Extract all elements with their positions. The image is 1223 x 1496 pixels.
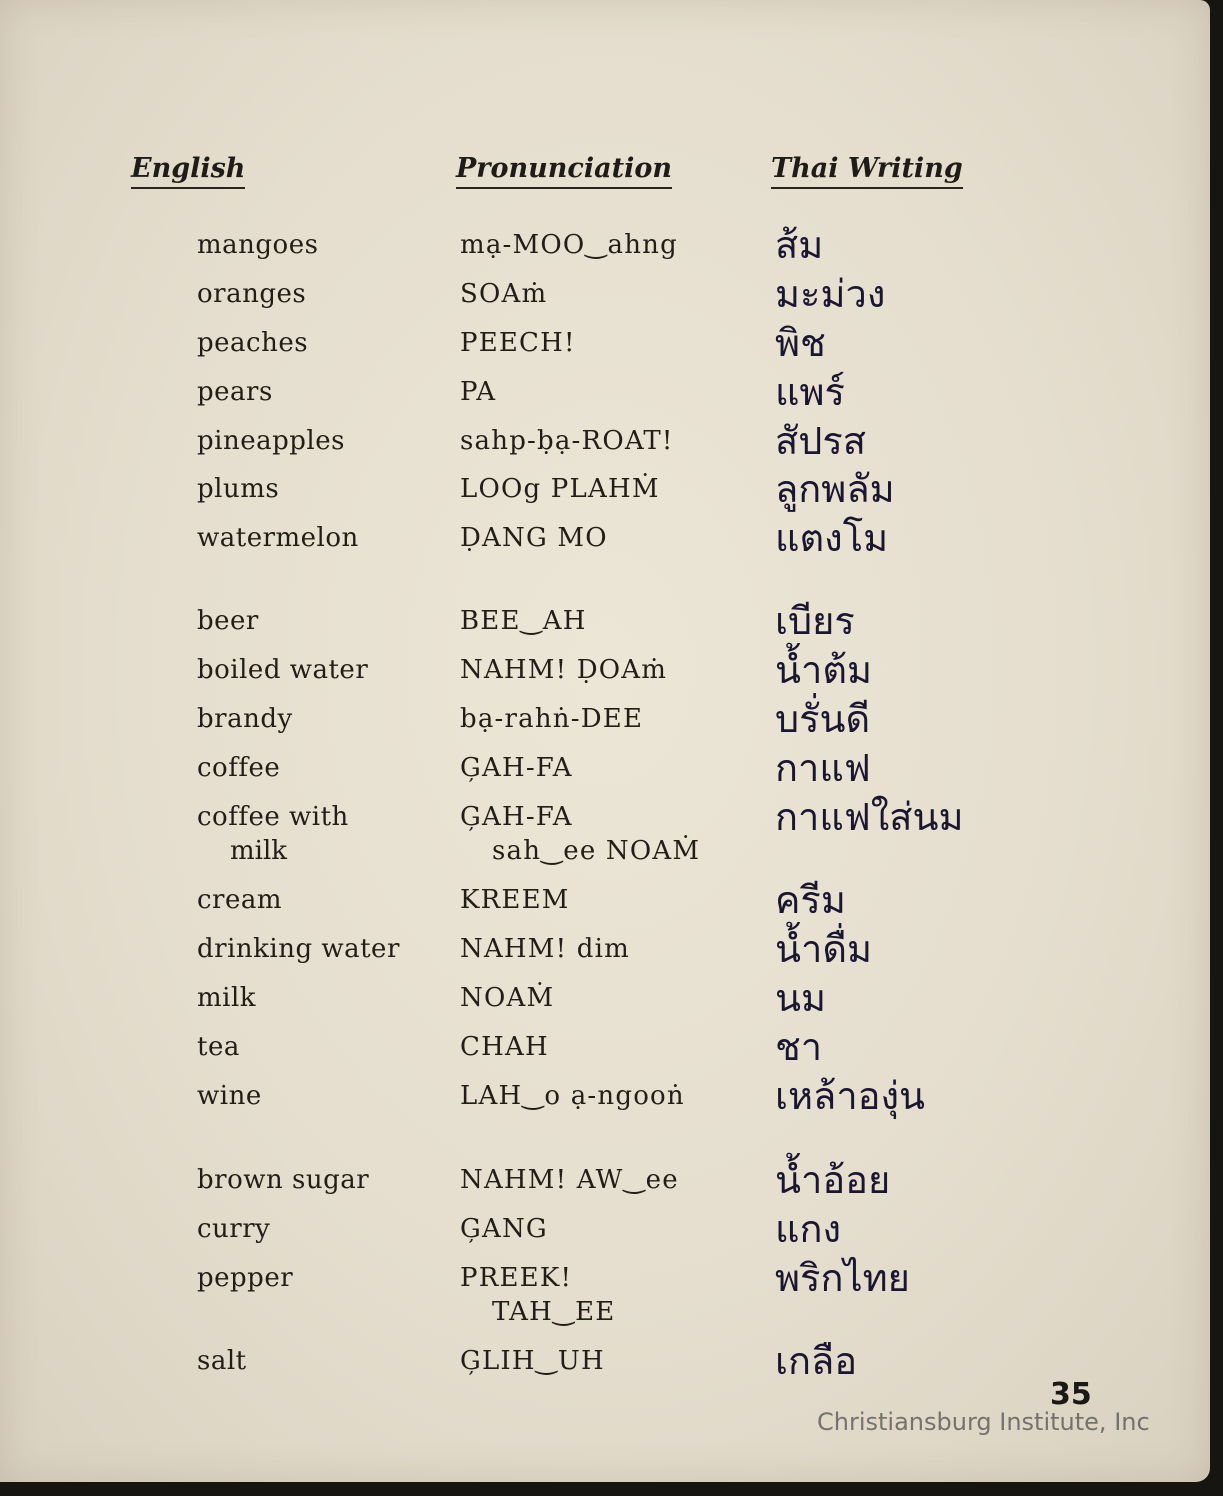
pronunciation: ĢAH-FA (460, 802, 573, 832)
pronunciation: ĢANG (460, 1214, 548, 1244)
thai-writing: เกลือ (775, 1339, 858, 1383)
pronunciation: ĢLIH‿UH (460, 1346, 605, 1376)
thai-writing: นม (775, 976, 827, 1020)
header-pronunciation: Pronunciation (456, 153, 672, 189)
pronunciation: sahp-ḅạ-ROAT! (460, 426, 674, 456)
thai-writing: มะม่วง (775, 272, 886, 316)
english-word: boiled water (197, 655, 369, 685)
page-number: 35 (1050, 1377, 1092, 1412)
english-word: brown sugar (197, 1165, 370, 1195)
thai-writing: น้ำอ้อย (775, 1158, 891, 1202)
header-thai-writing: Thai Writing (771, 153, 963, 189)
pronunciation: bạ-rahṅ-DEE (460, 704, 644, 734)
pronunciation-continued: TAH‿EE (492, 1297, 616, 1327)
thai-writing: สัปรส (775, 419, 866, 463)
english-word: wine (197, 1081, 262, 1111)
pronunciation: LOOg PLAHṀ (460, 474, 660, 504)
header-english: English (131, 153, 245, 189)
english-word: pepper (197, 1263, 294, 1293)
pronunciation: SOAṁ (460, 279, 548, 309)
english-word: plums (197, 474, 280, 504)
thai-writing: ลูกพลัม (775, 467, 895, 511)
english-word: pears (197, 377, 273, 407)
thai-writing: แพร์ (775, 370, 845, 414)
thai-writing: น้ำดื่ม (775, 927, 873, 971)
english-word: beer (197, 606, 259, 636)
english-word: curry (197, 1214, 271, 1244)
english-word: drinking water (197, 934, 400, 964)
english-word: milk (197, 983, 257, 1013)
watermark: Christiansburg Institute, Inc (817, 1408, 1150, 1436)
thai-writing: บรั่นดี (775, 697, 871, 741)
pronunciation: ĢAH-FA (460, 753, 573, 783)
english-word: coffee (197, 753, 281, 783)
thai-writing: แกง (775, 1207, 842, 1251)
pronunciation: LAH‿o ạ-ngooṅ (460, 1081, 685, 1111)
pronunciation: NAHM! ḌOAṁ (460, 655, 668, 685)
thai-writing: เหล้าองุ่น (775, 1074, 926, 1118)
thai-writing: แตงโม (775, 516, 889, 560)
thai-writing: น้ำต้ม (775, 648, 873, 692)
english-word: cream (197, 885, 283, 915)
pronunciation: NAHM! dim (460, 934, 630, 964)
english-word: salt (197, 1346, 247, 1376)
thai-writing: ส้ม (775, 223, 824, 267)
thai-writing: พริกไทย (775, 1256, 910, 1300)
pronunciation: mạ-MOO‿ahng (460, 230, 678, 260)
pronunciation: PREEK! (460, 1263, 573, 1293)
thai-writing: พิช (775, 321, 826, 365)
english-word: mangoes (197, 230, 319, 260)
thai-writing: กาแฟใส่นม (775, 795, 964, 839)
english-word: watermelon (197, 523, 359, 553)
pronunciation: ḌANG MO (460, 523, 608, 553)
pronunciation: PEECH! (460, 328, 576, 358)
pronunciation: KREEM (460, 885, 570, 915)
pronunciation: PA (460, 377, 497, 407)
thai-writing: ครีม (775, 878, 846, 922)
thai-writing: เบียร (775, 599, 855, 643)
thai-writing: ชา (775, 1025, 823, 1069)
pronunciation: NAHM! AW‿ee (460, 1165, 679, 1195)
english-word: tea (197, 1032, 240, 1062)
english-word: pineapples (197, 426, 345, 456)
english-word-continued: milk (230, 836, 288, 866)
pronunciation: BEE‿AH (460, 606, 587, 636)
english-word: coffee with (197, 802, 349, 832)
english-word: peaches (197, 328, 309, 358)
thai-writing: กาแฟ (775, 746, 871, 790)
english-word: brandy (197, 704, 293, 734)
pronunciation: CHAH (460, 1032, 549, 1062)
pronunciation-continued: sah‿ee NOAṀ (492, 836, 701, 866)
english-word: oranges (197, 279, 307, 309)
pronunciation: NOAṀ (460, 983, 555, 1013)
